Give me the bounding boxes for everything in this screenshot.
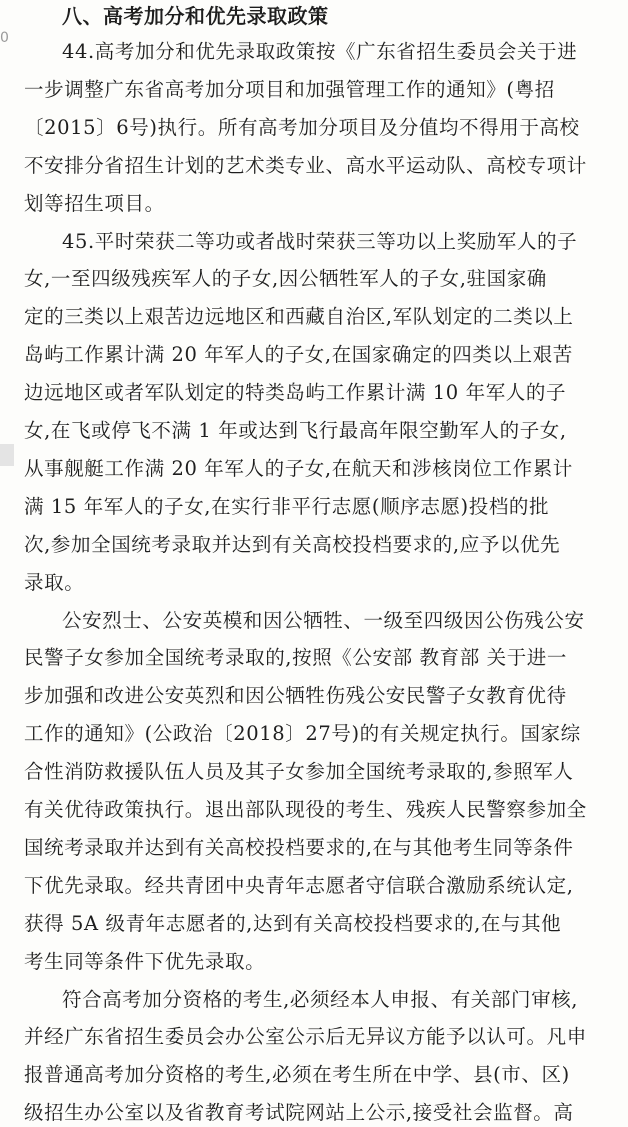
text-line: 定的三类以上艰苦边远地区和西藏自治区,军队划定的二类以上 xyxy=(24,305,574,328)
text-line: 从事舰艇工作满 20 年军人的子女,在航天和涉核岗位工作累计 xyxy=(24,457,573,480)
text-line: 录取。 xyxy=(24,571,85,594)
text-line: 公安烈士、公安英模和因公牺牲、一级至四级因公伤残公安 xyxy=(62,609,585,632)
text-line: 划等招生项目。 xyxy=(24,192,165,215)
text-line: 获得 5A 级青年志愿者的,达到有关高校投档要求的,在与其他 xyxy=(24,912,562,935)
text-line: 女,一至四级残疾军人的子女,因公牺牲军人的子女,驻国家确 xyxy=(24,267,547,290)
text-line: 45.平时荣获二等功或者战时荣获三等功以上奖励军人的子 xyxy=(62,230,578,253)
text-line: 国统考录取并达到有关高校投档要求的,在与其他考生同等条件 xyxy=(24,836,574,859)
text-line: 岛屿工作累计满 20 年军人的子女,在国家确定的四类以上艰苦 xyxy=(24,343,573,366)
text-line: 合性消防救援队伍人员及其子女参加全国统考录取的,参照军人 xyxy=(24,760,574,783)
text-line: 〔2015〕6号)执行。所有高考加分项目及分值均不得用于高校 xyxy=(24,116,580,139)
text-line: 一步调整广东省高考加分项目和加强管理工作的通知》(粤招 xyxy=(24,78,555,101)
text-line: 级招生办公室以及省教育考试院网站上公示,接受社会监督。高 xyxy=(24,1101,574,1124)
section-heading: 八、高考加分和优先录取政策 xyxy=(62,4,329,28)
text-line: 下优先录取。经共青团中央青年志愿者守信联合激励系统认定, xyxy=(24,874,574,897)
text-line: 不安排分省招生计划的艺术类专业、高水平运动队、高校专项计 xyxy=(24,154,587,177)
text-line: 满 15 年军人的子女,在实行非平行志愿(顺序志愿)投档的批 xyxy=(24,495,550,518)
text-line: 有关优待政策执行。退出部队现役的考生、残疾人民警察参加全 xyxy=(24,798,587,821)
text-line: 符合高考加分资格的考生,必须经本人申报、有关部门审核, xyxy=(62,988,579,1011)
text-line: 44.高考加分和优先录取政策按《广东省招生委员会关于进 xyxy=(62,40,578,63)
text-line: 步加强和改进公安英烈和因公牺牲伤残公安民警子女教育优待 xyxy=(24,684,567,707)
text-line: 边远地区或者军队划定的特类岛屿工作累计满 10 年军人的子 xyxy=(24,381,567,404)
page-edge-shadow xyxy=(0,444,14,466)
text-line: 并经广东省招生委员会办公室公示后无异议方能予以认可。凡申 xyxy=(24,1025,587,1048)
text-line: 考生同等条件下优先录取。 xyxy=(24,950,266,973)
text-line: 次,参加全国统考录取并达到有关高校投档要求的,应予以优先 xyxy=(24,533,561,556)
text-line: 女,在飞或停飞不满 1 年或达到飞行最高年限空勤军人的子女, xyxy=(24,419,567,442)
page-edge-fragment: 0 xyxy=(0,30,9,46)
text-line: 民警子女参加全国统考录取的,按照《公安部 教育部 关于进一 xyxy=(24,646,567,669)
text-line: 报普通高考加分资格的考生,必须在考生所在中学、县(市、区) xyxy=(24,1063,570,1086)
text-line: 工作的通知》(公政治〔2018〕27号)的有关规定执行。国家综 xyxy=(24,722,581,745)
